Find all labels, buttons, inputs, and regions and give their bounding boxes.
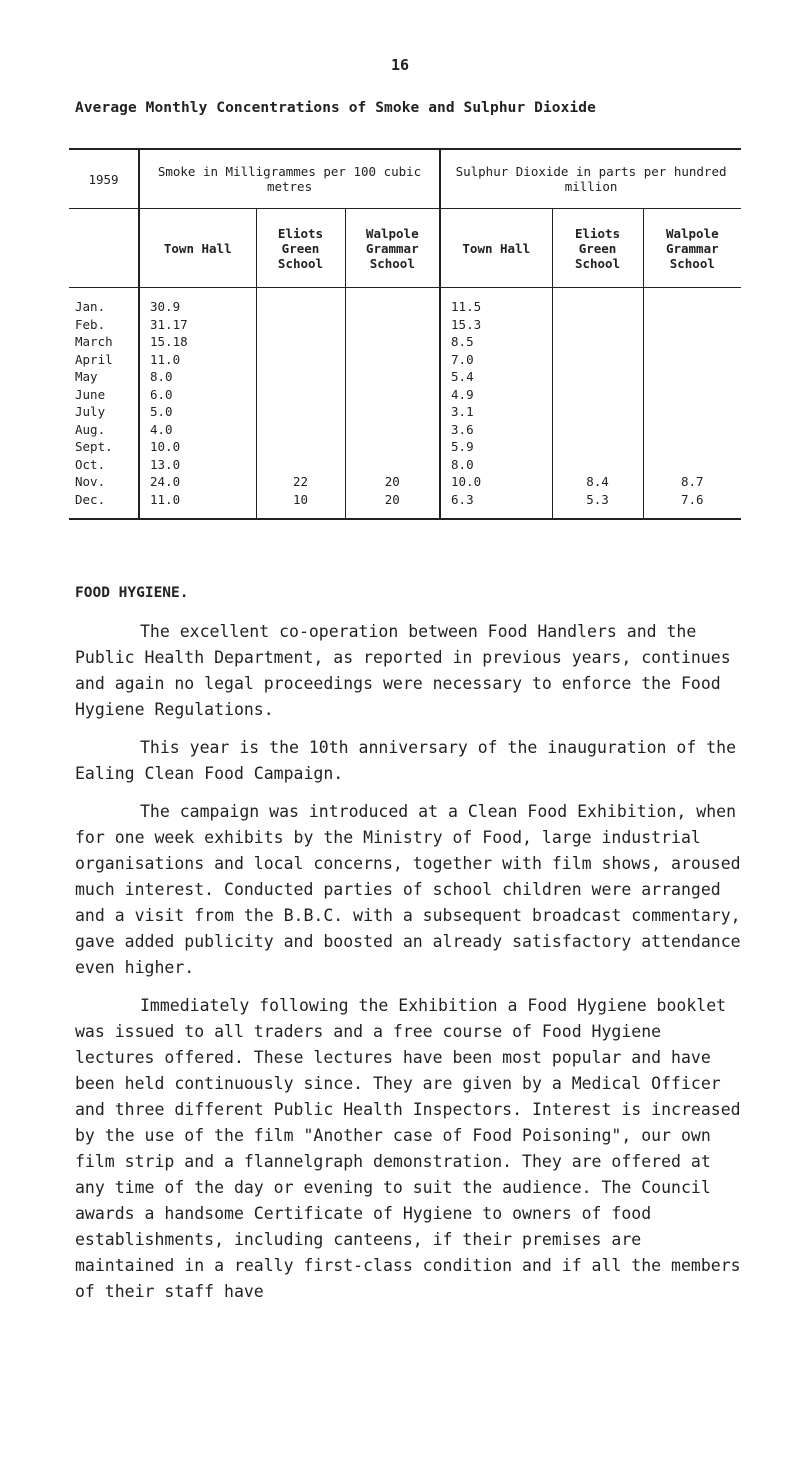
value-cell: 20 — [345, 473, 440, 491]
value-cell: 5.4 — [440, 368, 552, 386]
value-cell — [256, 368, 345, 386]
value-cell: 4.9 — [440, 386, 552, 404]
value-cell — [552, 421, 643, 439]
value-cell — [256, 421, 345, 439]
table-row — [69, 438, 741, 456]
value-cell — [256, 333, 345, 351]
value-cell — [643, 403, 741, 421]
table-row — [69, 456, 741, 474]
month-cell: Aug. — [75, 421, 106, 437]
value-cell — [345, 333, 440, 351]
table-row — [69, 386, 741, 404]
value-cell — [552, 403, 643, 421]
month-cell: Sept. — [75, 439, 113, 454]
concentrations-table — [69, 148, 741, 520]
value-cell: 4.0 — [139, 421, 256, 439]
value-cell: 3.6 — [440, 421, 552, 439]
value-cell: 8.0 — [440, 456, 552, 474]
value-cell: 11.0 — [139, 351, 256, 369]
value-cell — [643, 438, 741, 456]
value-cell — [345, 421, 440, 439]
page-number: 16 — [390, 56, 410, 74]
table-row — [69, 491, 741, 520]
value-cell — [345, 316, 440, 334]
value-cell — [552, 316, 643, 334]
month-cell: Dec. — [69, 491, 139, 520]
value-cell: 8.5 — [440, 333, 552, 351]
value-cell: 20 — [345, 491, 440, 520]
value-cell — [256, 456, 345, 474]
value-cell: 22 — [256, 473, 345, 491]
food-hygiene-section — [75, 580, 745, 1317]
value-cell: 8.4 — [552, 473, 643, 491]
value-cell: 15.18 — [139, 333, 256, 351]
group-header-row — [69, 149, 741, 209]
value-cell — [345, 403, 440, 421]
value-cell — [643, 316, 741, 334]
month-cell: Jan. — [75, 299, 106, 314]
value-cell: 6.0 — [139, 386, 256, 404]
value-cell: 11.5 — [440, 288, 552, 316]
value-cell — [345, 368, 440, 386]
column-header: Eliots Green School — [552, 209, 643, 288]
value-cell: 10 — [256, 491, 345, 520]
value-cell: 30.9 — [139, 288, 256, 316]
table-row — [69, 288, 741, 316]
table-row — [69, 333, 741, 351]
value-cell — [552, 438, 643, 456]
value-cell: 5.9 — [440, 438, 552, 456]
value-cell: 3.1 — [440, 403, 552, 421]
column-header: Walpole Grammar School — [643, 209, 741, 288]
value-cell — [256, 316, 345, 334]
column-header: Town Hall — [139, 209, 256, 288]
value-cell — [256, 386, 345, 404]
table-row — [69, 403, 741, 421]
paragraph: The campaign was introduced at a Clean Food Exhibition, when for one week exhibits by the Ministry of Food, large industrial organisations and local concerns, together with film shows, aroused much interest. Conducted parties of school children were arranged and a visit from the B.B.C. with a subsequent broadcast commentary, gave added publicity and boosted an already satisfactory attendance even higher. — [75, 802, 741, 977]
value-cell: 5.0 — [139, 403, 256, 421]
paragraph: This year is the 10th anniversary of the inauguration of the Ealing Clean Food Campaign. — [75, 738, 737, 783]
value-cell: 8.0 — [139, 368, 256, 386]
value-cell — [552, 386, 643, 404]
value-cell — [345, 456, 440, 474]
value-cell — [552, 351, 643, 369]
value-cell — [256, 438, 345, 456]
value-cell: 24.0 — [139, 473, 256, 491]
month-cell: May — [75, 369, 98, 384]
table-row — [69, 473, 741, 491]
value-cell: 5.3 — [552, 491, 643, 520]
table-row — [69, 421, 741, 439]
month-cell: Feb. — [75, 316, 106, 332]
value-cell — [643, 456, 741, 474]
column-header-row — [69, 209, 741, 288]
value-cell — [552, 456, 643, 474]
value-cell — [643, 421, 741, 439]
blank-header-cell — [69, 209, 139, 288]
month-cell: June — [75, 386, 106, 402]
value-cell: 10.0 — [139, 438, 256, 456]
value-cell — [256, 351, 345, 369]
value-cell: 10.0 — [440, 473, 552, 491]
value-cell — [643, 288, 741, 316]
value-cell — [643, 386, 741, 404]
value-cell: 15.3 — [440, 316, 552, 334]
value-cell — [256, 288, 345, 316]
table-row — [69, 351, 741, 369]
value-cell — [345, 288, 440, 316]
value-cell — [643, 351, 741, 369]
value-cell: 13.0 — [139, 456, 256, 474]
so2-group-header: Sulphur Dioxide in parts per hundred million — [440, 149, 741, 209]
value-cell — [345, 351, 440, 369]
value-cell: 11.0 — [139, 491, 256, 520]
value-cell — [345, 438, 440, 456]
value-cell — [643, 333, 741, 351]
month-cell: March — [75, 334, 113, 349]
paragraph: Immediately following the Exhibition a Food Hygiene booklet was issued to all traders and a free course of Food Hygiene lectures offered. These lectures have been most popular and have been held continuously since. They are given by a Medical Officer and three different Public Health Inspectors. Interest is increased by the use of the film "Another case of Food Poisoning", our own film strip and a flannelgraph demonstration. They are offered at any time of the day or evening to suit the audience. The Council awards a handsome Certificate of Hygiene to owners of food establishments, including canteens, if their premises are maintained in a really first-class condition and if all the members of their staff have — [75, 996, 741, 1301]
value-cell — [552, 333, 643, 351]
month-cell: July — [75, 404, 106, 419]
table-row — [69, 316, 741, 334]
table-title: Average Monthly Concentrations of Smoke and Sulphur Dioxide — [75, 100, 596, 116]
table-body — [69, 288, 741, 520]
value-cell — [256, 403, 345, 421]
column-header: Town Hall — [440, 209, 552, 288]
month-cell: April — [75, 351, 113, 367]
value-cell — [345, 386, 440, 404]
value-cell: 31.17 — [139, 316, 256, 334]
value-cell: 7.0 — [440, 351, 552, 369]
month-cell: Oct. — [75, 456, 106, 472]
paragraph: The excellent co-operation between Food Handlers and the Public Health Department, as reported in previous years, continues and again no legal proceedings were necessary to enforce the Food Hygiene Regulations. — [75, 622, 731, 719]
smoke-group-header: Smoke in Milligrammes per 100 cubic metres — [139, 149, 440, 209]
column-header: Eliots Green School — [256, 209, 345, 288]
column-header: Walpole Grammar School — [345, 209, 440, 288]
section-heading: FOOD HYGIENE. — [75, 585, 189, 601]
table-row — [69, 368, 741, 386]
concentrations-table-wrap — [69, 148, 741, 520]
value-cell: 8.7 — [643, 473, 741, 491]
value-cell: 7.6 — [643, 491, 741, 520]
value-cell — [552, 368, 643, 386]
value-cell — [643, 368, 741, 386]
month-cell: Nov. — [75, 474, 106, 489]
year-header: 1959 — [69, 149, 139, 209]
value-cell: 6.3 — [440, 491, 552, 520]
value-cell — [552, 288, 643, 316]
